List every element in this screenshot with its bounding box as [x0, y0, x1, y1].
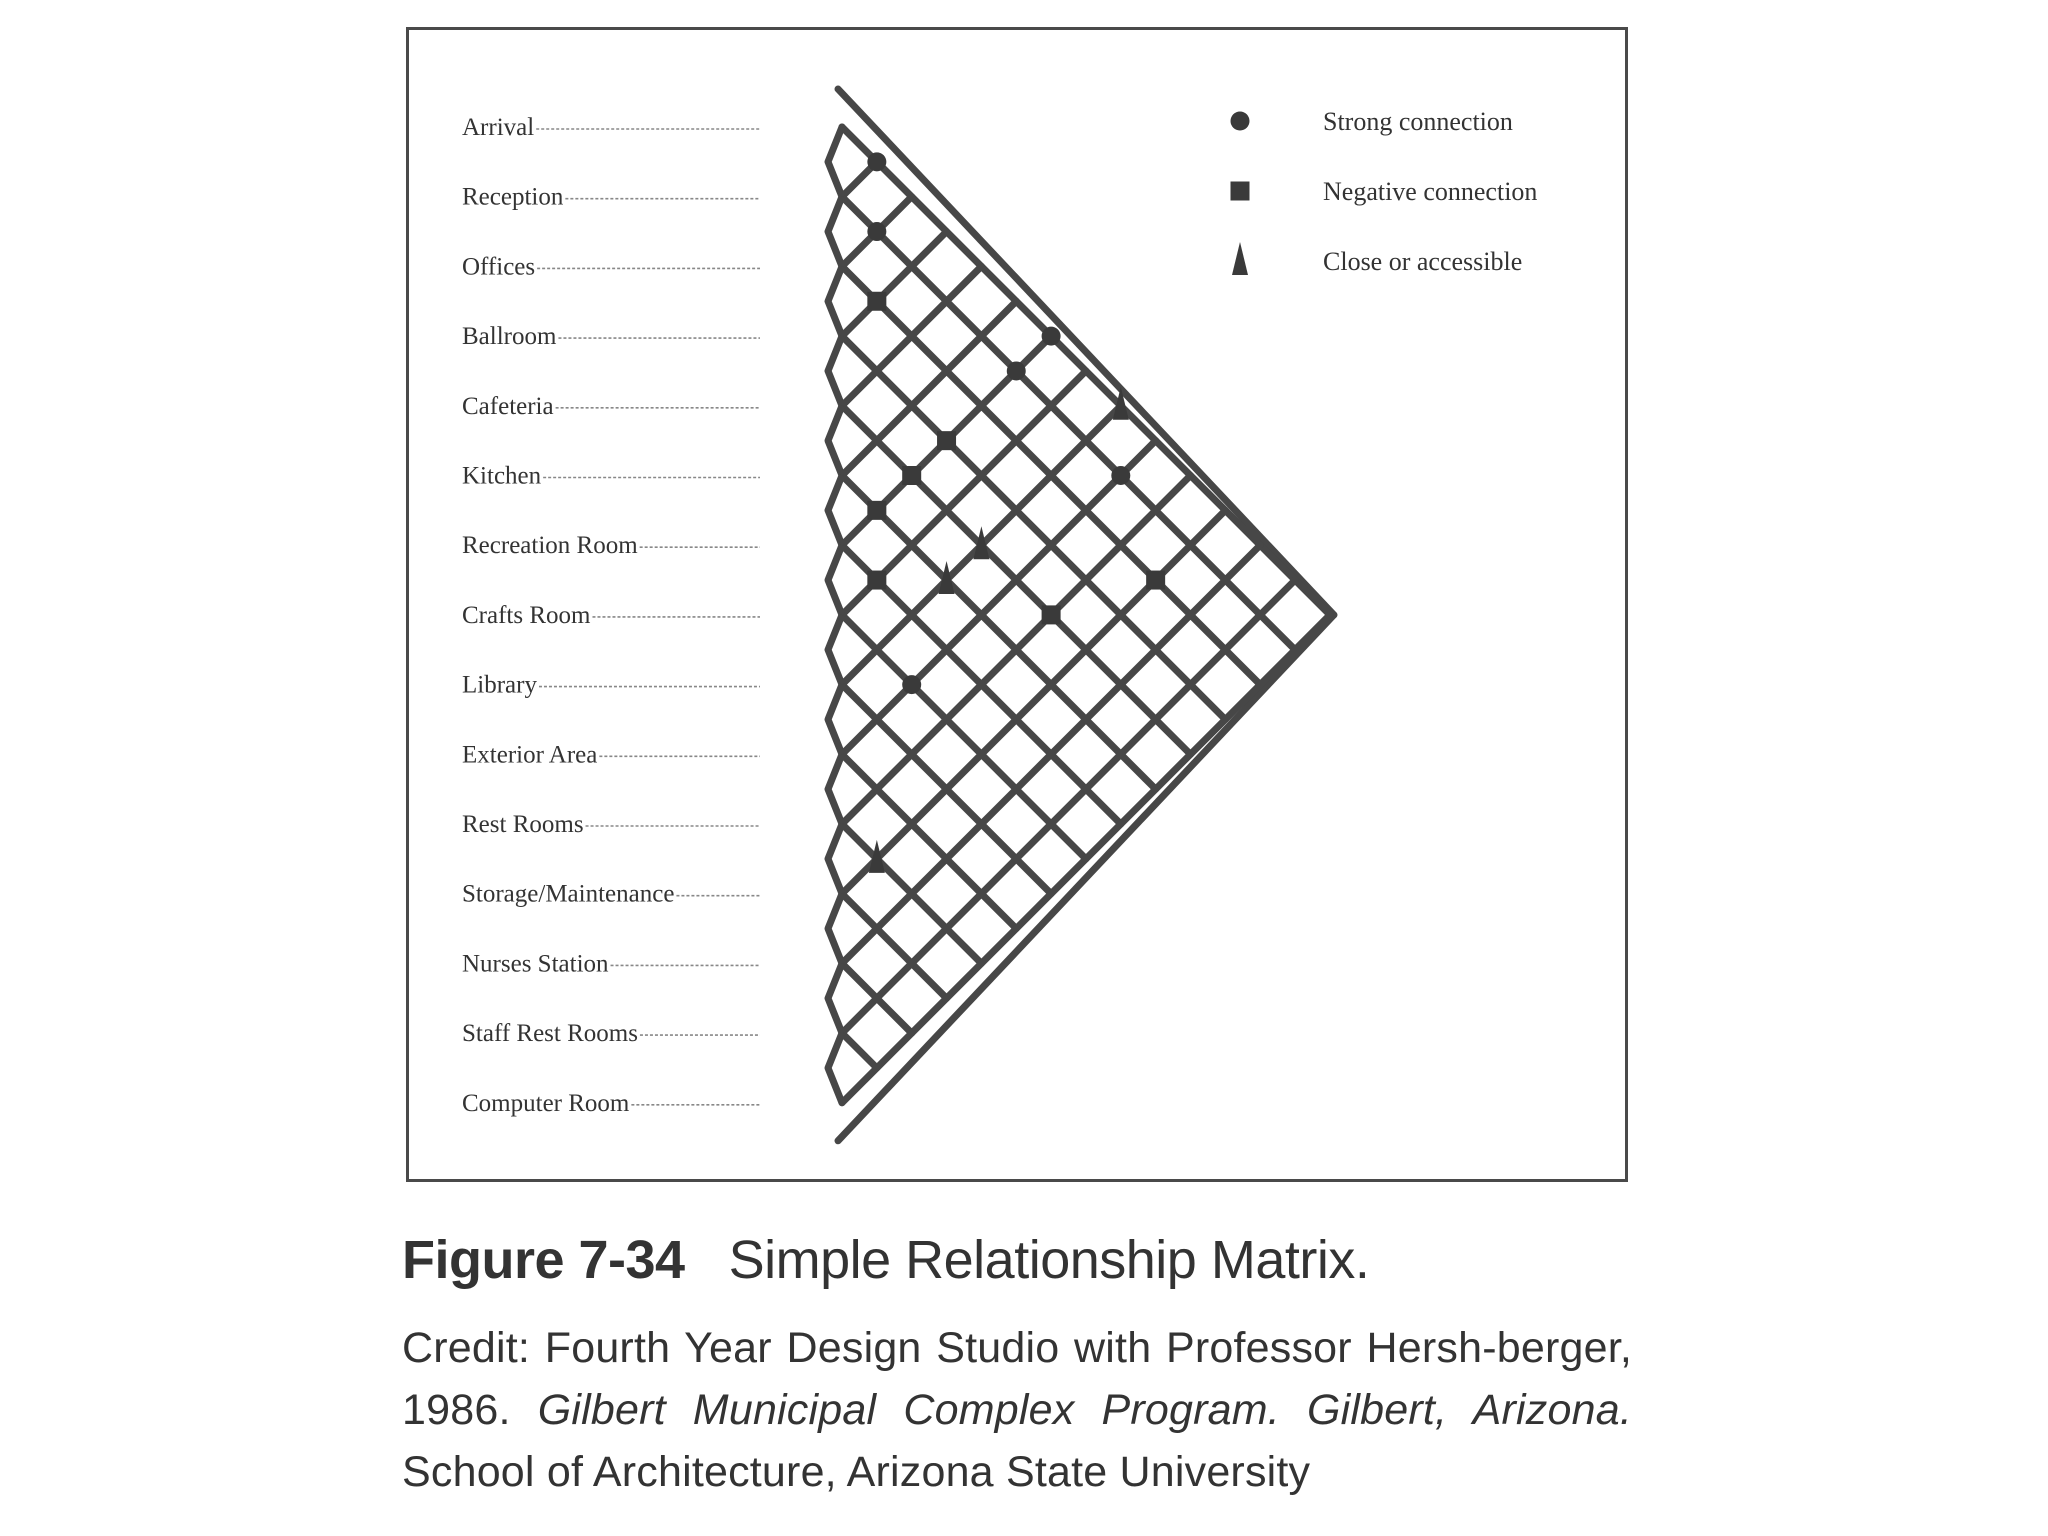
circle-icon: [902, 675, 921, 694]
grid-line: [842, 476, 1156, 790]
grid-notch: [828, 545, 842, 615]
grid-line: [842, 441, 1156, 755]
row-label: Library: [462, 671, 537, 699]
credit-prefix: Credit: Fourth Year Design Studio with Professor Hersh-berger, 1986.: [402, 1324, 1632, 1434]
grid-notch: [828, 824, 842, 894]
matrix-grid: [828, 89, 1334, 1141]
square-icon: [1042, 605, 1061, 624]
square-icon: [1146, 571, 1165, 590]
row-label: Recreation Room: [462, 532, 638, 560]
square-icon: [867, 501, 886, 520]
square-icon: [1231, 182, 1250, 201]
grid-line: [842, 580, 1295, 1033]
grid-notch: [828, 476, 842, 546]
square-icon: [902, 466, 921, 485]
row-label: Rest Rooms: [462, 811, 584, 838]
row-label: Storage/Maintenance: [462, 880, 675, 908]
legend: [1231, 107, 1538, 276]
row-label: Kitchen: [462, 462, 542, 490]
grid-line: [842, 301, 1016, 475]
credit-suffix: School of Architecture, Arizona State University: [402, 1448, 1311, 1496]
circle-icon: [1231, 112, 1250, 131]
row-label: Nurses Station: [462, 950, 609, 978]
outer-upper-edge: [838, 89, 1334, 615]
row-label: Offices: [462, 253, 536, 281]
circle-icon: [1111, 466, 1130, 485]
circle-icon: [1042, 327, 1061, 346]
figure-credit: [402, 1317, 1632, 1503]
grid-notch: [828, 685, 842, 755]
grid-notch: [828, 406, 842, 476]
grid-notch: [828, 894, 842, 964]
grid-notch: [828, 127, 842, 197]
row-label: Reception: [462, 183, 564, 211]
grid-notch: [828, 197, 842, 267]
row-label: Staff Rest Rooms: [462, 1020, 638, 1048]
legend-label: Negative connection: [1323, 177, 1538, 206]
figure-number: Figure 7-34: [402, 1230, 685, 1290]
grid-line: [842, 510, 1225, 893]
legend-label: Strong connection: [1323, 107, 1513, 136]
row-label: Computer Room: [462, 1089, 630, 1117]
square-icon: [867, 571, 886, 590]
row-label: Exterior Area: [462, 741, 598, 769]
circle-icon: [867, 222, 886, 241]
circle-icon: [867, 152, 886, 171]
square-icon: [937, 431, 956, 450]
row-labels: [462, 114, 760, 1117]
credit-italic: Gilbert Municipal Complex Program. Gilbert, Arizona.: [537, 1386, 1632, 1434]
grid-notch: [828, 1033, 842, 1103]
triangle-icon: [1232, 242, 1248, 275]
row-label: Crafts Room: [462, 601, 591, 629]
row-label: Cafeteria: [462, 392, 554, 420]
legend-label: Close or accessible: [1323, 247, 1523, 276]
circle-icon: [1007, 361, 1026, 380]
grid-notch: [828, 266, 842, 336]
row-label: Arrival: [462, 114, 535, 141]
caption-title-line: [402, 1225, 1632, 1295]
grid-notch: [828, 615, 842, 685]
grid-line: [842, 754, 1016, 928]
grid-notch: [828, 754, 842, 824]
grid-notch: [828, 963, 842, 1033]
grid-notch: [828, 336, 842, 406]
grid-line: [842, 1033, 877, 1068]
grid-line: [842, 336, 1225, 719]
square-icon: [867, 292, 886, 311]
figure-caption: [402, 1225, 1632, 1503]
figure-title: Simple Relationship Matrix.: [728, 1230, 1370, 1290]
row-label: Ballroom: [462, 323, 557, 351]
